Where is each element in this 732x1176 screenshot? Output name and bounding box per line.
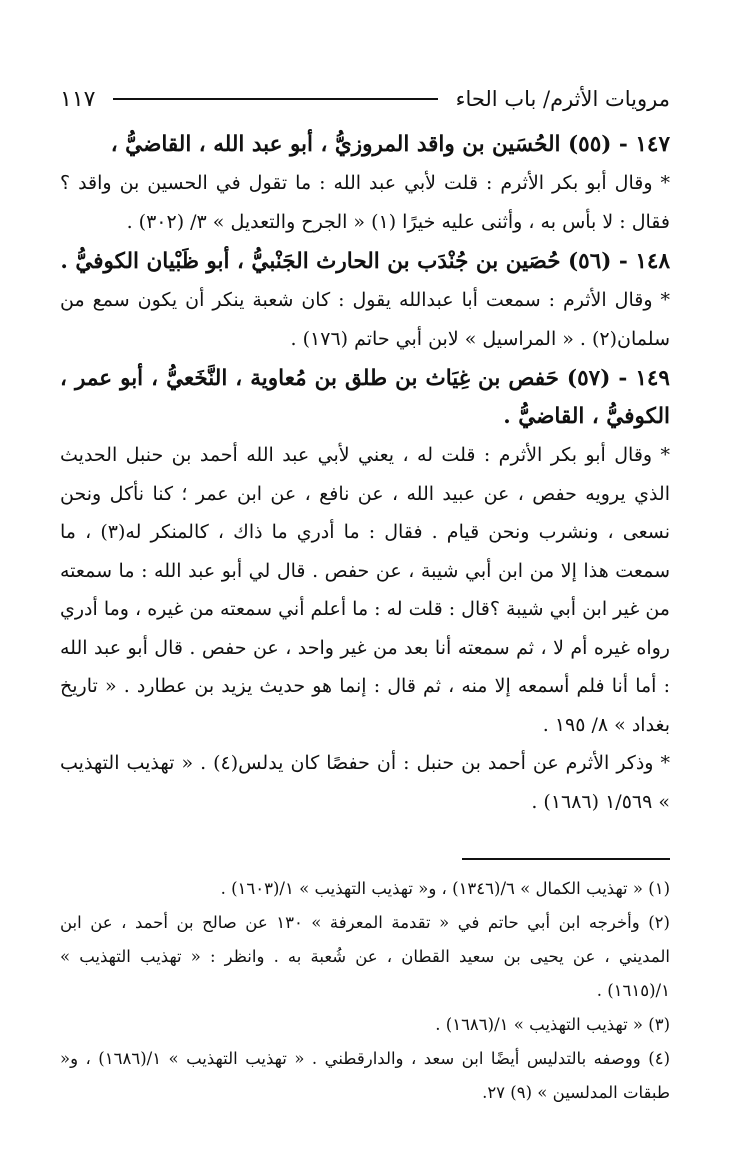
header-title: مرويات الأثرم/ باب الحاء bbox=[455, 87, 670, 111]
entry-title: ١٤٧ - (٥٥) الحُسَين بن واقد المروزيُّ ، أبو عبد الله ، القاضيُّ ، bbox=[110, 132, 670, 157]
footnote: (١) « تهذيب الكمال » ٦/(١٣٤٦) ، و« تهذيب التهذيب » ١/(١٦٠٣) . bbox=[220, 879, 670, 898]
footnote: (٣) « تهذيب التهذيب » ١/(١٦٨٦) . bbox=[435, 1015, 670, 1034]
header-rule bbox=[113, 98, 437, 100]
footnotes bbox=[60, 872, 670, 1110]
footnote: (٤) ووصفه بالتدليس أيضًا ابن سعد ، والدارقطني . « تهذيب التهذيب » ١/(١٦٨٦) ، و« طبقات المدلسين » (٩) ٢٧. bbox=[60, 1049, 670, 1102]
narration-paragraph: * وقال أبو بكر الأثرم : قلت له ، يعني لأبي عبد الله أحمد بن حنبل الحديث الذي يرويه حفص ، عن عبيد الله ، عن نافع ، عن ابن عمر ؛ كنا نأكل ونحن نسعى ، ونشرب ونحن قيام . فقال : ما أدري ما ذاك ، كالمنكر له(٣) ، ما سمعت هذا إلا من ابن أبي شيبة ، عن حفص . قال لي أبو عبد الله : ما سمعته من غير ابن أبي شيبة ؟قال : قلت له : ما أعلم أني سمعته من غيره ، وما أدري رواه غيره أم لا ، ثم سمعته أنا بعد من غير واحد ، عن حفص . قال أبو عبد الله : أما أنا فلم أسمعه إلا منه ، ثم قال : إنما هو حديث يزيد بن عطارد . « تاريخ بغداد » ٨/ ١٩٥ . bbox=[60, 444, 670, 736]
page-number: ١١٧ bbox=[60, 86, 96, 112]
narration-paragraph: * وقال الأثرم : سمعت أبا عبدالله يقول : كان شعبة ينكر أن يكون سمع من سلمان(٢) . « المراسيل » لابن أبي حاتم (١٧٦) . bbox=[60, 289, 670, 350]
footnote-separator bbox=[462, 858, 670, 860]
main-text bbox=[60, 126, 670, 821]
narration-paragraph: * وقال أبو بكر الأثرم : قلت لأبي عبد الله : ما تقول في الحسين بن واقد ؟ فقال : لا بأس به ، وأثنى عليه خيرًا (١) « الجرح والتعديل » ٣/ (٣٠٢) . bbox=[60, 172, 670, 233]
narration-paragraph: * وذكر الأثرم عن أحمد بن حنبل : أن حفصًا كان يدلس(٤) . « تهذيب التهذيب » ١/٥٦٩ (١٦٨٦) . bbox=[60, 752, 670, 813]
entry-title: ١٤٩ - (٥٧) حَفص بن غِيَاث بن طلق بن مُعاوية ، النَّخَعيُّ ، أبو عمر ، الكوفيُّ ، القاضيُّ . bbox=[60, 366, 670, 429]
footnote: (٢) وأخرجه ابن أبي حاتم في « تقدمة المعرفة » ١٣٠ عن صالح بن أحمد ، عن ابن المديني ، عن يحيى بن سعيد القطان ، عن شُعبة به . وانظر : « تهذيب التهذيب » ١/(١٦١٥) . bbox=[60, 913, 670, 1000]
running-header bbox=[60, 82, 670, 116]
entry-title: ١٤٨ - (٥٦) حُصَين بن جُنْدَب بن الحارث الجَنْبيُّ ، أبو ظَبْيان الكوفيُّ . bbox=[60, 249, 670, 274]
